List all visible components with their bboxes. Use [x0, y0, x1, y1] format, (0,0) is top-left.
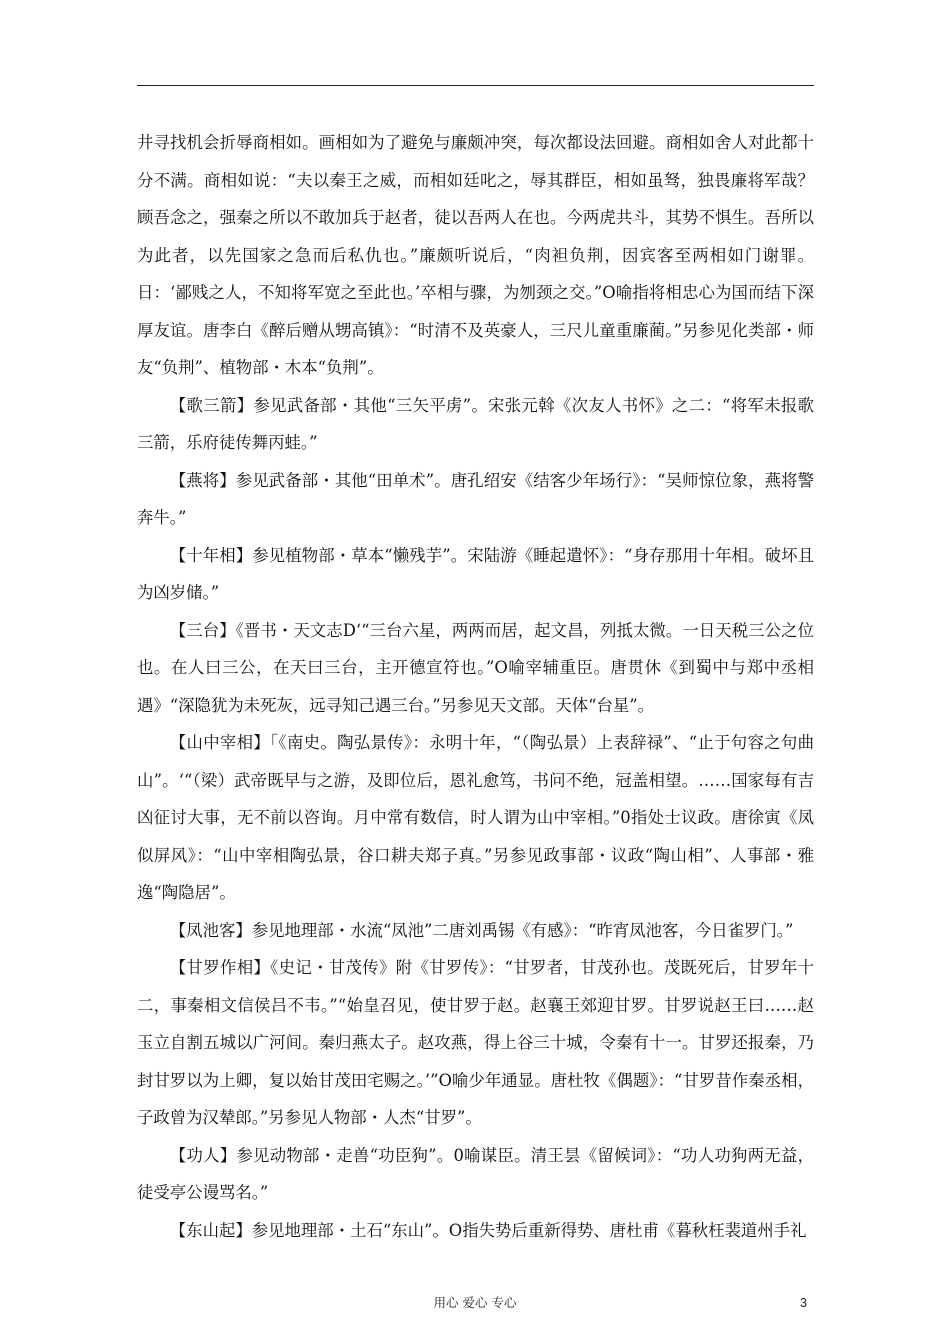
footer-motto: 用心 爱心 专心 — [433, 1295, 517, 1310]
paragraph-2: 【歌三箭】参见武备部・其他“三矢平虏”。宋张元斡《次友人书怀》之二：“将军未报歌三箭，乐府徒传舞丙蛙。” — [137, 395, 814, 452]
paragraph-6: 【山中宰相】「《南史。陶弘景传》：永明十年，“（陶弘景）上表辞禄”、“止于句容之句曲山”。‘“（梁）武帝既早与之游，及即位后，恩礼愈笃，书问不绝，冠盖相望。……国家每有吉凶征讨大事，无不前以咨询。月中常有数信，时人谓为山中宰相。”0指处士议政。唐徐寅《凤似屏风》：“山中宰相陶弘景，谷口耕夫郑子真。”另参见政事部・议政“陶山相”、人事部・雅逸“陶隐居”。 — [137, 733, 814, 902]
paragraph-10: 【东山起】参见地理部・土石“东山”。O指失势后重新得势、唐杜甫《暮秋枉裴道州手礼 — [169, 1220, 807, 1240]
paragraph-4: 【十年相】参见植物部・草本“懒残芋”。宋陆游《睡起遣怀》：“身存那用十年相。破坏且为凶岁储。” — [137, 545, 814, 602]
paragraph-5: 【三台】《晋书・天文志D‘“三台六星，两两而居，起文昌，列抵太微。一日天税三公之位也。在人曰三公，在天曰三台，主开德宣符也。”O喻宰辅重臣。唐贯休《到蜀中与郑中丞相遇》“深隐犹为未死灰，远寻知己遇三台。”另参见天文部。天体“台星”。 — [137, 620, 814, 715]
paragraph-9: 【功人】参见动物部・走兽“功臣狗”。0喻谋臣。清王昙《留候词》：“功人功狗两无益，徒受亭公谩骂名。” — [137, 1145, 814, 1202]
paragraph-1: 井寻找机会折辱商相如。画相如为了避免与廉颇冲突，每次都设法回避。商相如舍人对此都十分不满。商相如说：“夫以秦王之威，而相如廷叱之，辱其群臣，相如虽驽，独畏廉将军哉？顾吾念之，强秦之所以不敢加兵于赵者，徒以吾两人在也。今两虎共斗，其势不惧生。吾所以为此者，以先国家之急而后私仇也。”廉颇听说后，“肉袒负荆，因宾客至两相如门谢罪。日：‘鄙贱之人，不知将军宽之至此也。’卒相与骤，为刎颈之交。”O喻指将相忠心为国而结下深厚友谊。唐李白《醉后赠从甥高镇》：“时清不及英豪人，三尺儿童重廉蔺。”另参见化类部・师友“负荆”、植物部・木本“负荆”。 — [137, 133, 814, 377]
paragraph-8: 【甘罗作相】《史记・甘茂传》附《甘罗传》：“甘罗者，甘茂孙也。茂既死后，甘罗年十二，事秦相文信侯吕不韦。”“始皇召见，使甘罗于赵。赵襄王郊迎甘罗。甘罗说赵王曰……赵玉立自割五城以广河间。秦归燕太子。赵攻燕，得上谷三十城，令秦有十一。甘罗还报秦，乃封甘罗以为上卿，复以始甘茂田宅赐之。’”O喻少年通显。唐杜牧《偶题》：“甘罗昔作秦丞相，子政曾为汉辇郎。”另参见人物部・人杰“甘罗”。 — [137, 958, 814, 1127]
paragraph-7: 【凤池客】参见地理部・水流“凤池”二唐刘禹锡《有感》：“昨宵凤池客，今日雀罗门。” — [169, 920, 794, 940]
page-number: 3 — [800, 1296, 807, 1310]
header-rule — [137, 85, 814, 86]
paragraph-3: 【燕将】参见武备部・其他“田单术”。唐孔绍安《结客少年场行》：“吴师惊位象，燕将警奔牛。” — [137, 470, 814, 527]
document-body — [137, 124, 814, 1249]
